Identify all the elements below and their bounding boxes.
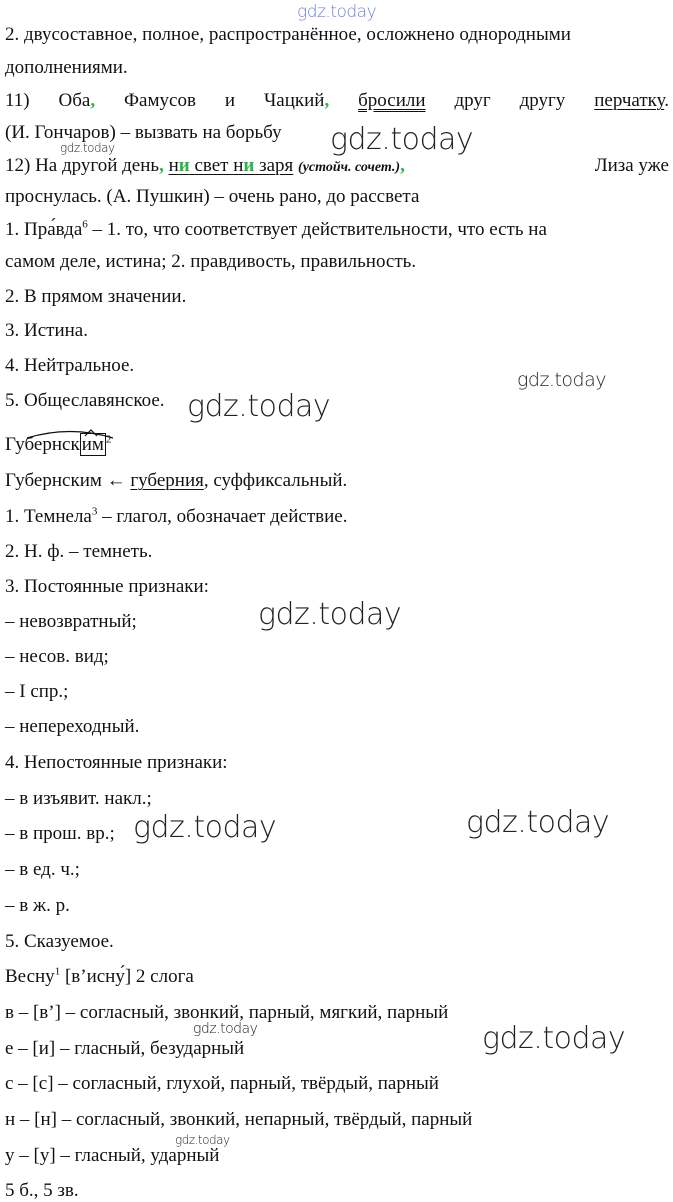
line-var-3: – в ед. ч.; xyxy=(5,859,80,880)
word: другу xyxy=(519,90,566,111)
watermark: gdz.today xyxy=(482,1021,626,1056)
line-vesnu: Весну$^1$ [в’исну́] 2 слога xyxy=(5,965,194,987)
watermark-top: gdz.today xyxy=(297,2,377,22)
line-nf: 2. Н. ф. – темнеть. xyxy=(5,541,153,562)
watermark: gdz.today xyxy=(517,369,606,391)
line-pravda-2: самом деле, истина; 2. правдивость, правильность. xyxy=(5,251,417,272)
sentence-number: 11) xyxy=(5,90,30,111)
line-11 xyxy=(5,90,669,112)
line-const-header: 3. Постоянные признаки: xyxy=(5,576,209,597)
line-direct: 2. В прямом значении. xyxy=(5,286,187,307)
line-pravda xyxy=(5,219,669,241)
line-phon-5: у – [у] – гласный, ударный xyxy=(5,1145,220,1166)
line-var-1: – в изъявит. накл.; xyxy=(5,788,152,809)
word: друг xyxy=(454,90,491,111)
watermark: gdz.today xyxy=(466,805,610,840)
watermark: gdz.today xyxy=(258,597,402,632)
pravda-text: 1. Пра́вда$^6$ – 1. то, что соответствует действительности, что есть на xyxy=(5,218,547,240)
line-var-2: – в прош. вр.; xyxy=(5,823,115,844)
line-word-formation: Губернским ← губерния, суффиксальный. xyxy=(5,470,348,491)
line-const-3: – I спр.; xyxy=(5,681,69,702)
line-1-text: 2. двусоставное, полное, распространённое, осложнено однородными xyxy=(5,24,571,45)
line-const-4: – непереходный. xyxy=(5,716,140,737)
watermark: gdz.today xyxy=(60,141,115,155)
watermark: gdz.today xyxy=(330,122,474,157)
line-common-slavic: 5. Общеславянское. xyxy=(5,390,165,411)
line-const-2: – несов. вид; xyxy=(5,646,109,667)
watermark: gdz.today xyxy=(193,1021,258,1037)
line-12b: проснулась. (А. Пушкин) – очень рано, до рассвета xyxy=(5,186,420,207)
word: Фамусов xyxy=(124,90,196,111)
predicate-word: бросили xyxy=(358,90,426,111)
line-12-end: Лиза уже xyxy=(594,155,669,176)
line-12 xyxy=(5,155,669,179)
line-phon-4: н – [н] – согласный, звонкий, непарный, твёрдый, парный xyxy=(5,1109,473,1130)
subject-word: Оба, xyxy=(58,90,96,111)
line-11b: (И. Гончаров) – вызвать на борьбу xyxy=(5,122,282,143)
line-const-1: – невозвратный; xyxy=(5,611,137,632)
object-word: перчатку. xyxy=(594,90,669,111)
idiom: ни свет ни заря xyxy=(168,155,294,176)
root: Губернск xyxy=(5,434,80,455)
idiom-note: (устойч. сочет.) xyxy=(298,160,401,175)
line-count: 5 б., 5 зв. xyxy=(5,1180,79,1201)
line-var-header: 4. Непостоянные признаки: xyxy=(5,752,228,773)
line-1 xyxy=(5,24,669,46)
comma-mark: , xyxy=(324,90,330,111)
word: Чацкий, xyxy=(263,90,330,111)
line-neutral: 4. Нейтральное. xyxy=(5,355,135,376)
watermark: gdz.today xyxy=(175,1133,230,1147)
comma-mark: , xyxy=(90,90,96,111)
line-istina: 3. Истина. xyxy=(5,320,88,341)
base-word: губерния xyxy=(130,470,204,491)
line-role: 5. Сказуемое. xyxy=(5,931,114,952)
watermark: gdz.today xyxy=(187,389,331,424)
watermark: gdz.today xyxy=(133,810,277,845)
line-temnela: 1. Темнела$^3$ – глагол, обозначает действие. xyxy=(5,505,348,527)
line-phon-3: с – [с] – согласный, глухой, парный, твёрдый, парный xyxy=(5,1073,439,1094)
line-phon-1: в – [в’] – согласный, звонкий, парный, мягкий, парный xyxy=(5,1002,449,1023)
word: и xyxy=(224,90,236,111)
line-12-start: 12) На другой день, ни свет ни заря (устойч. сочет.), xyxy=(5,155,405,176)
line-morpheme: Губернск им $^2$ xyxy=(5,433,112,455)
line-phon-2: е – [и] – гласный, безударный xyxy=(5,1038,245,1059)
ending-box: им xyxy=(81,434,104,455)
line-2: дополнениями. xyxy=(5,57,128,78)
line-var-4: – в ж. р. xyxy=(5,895,70,916)
